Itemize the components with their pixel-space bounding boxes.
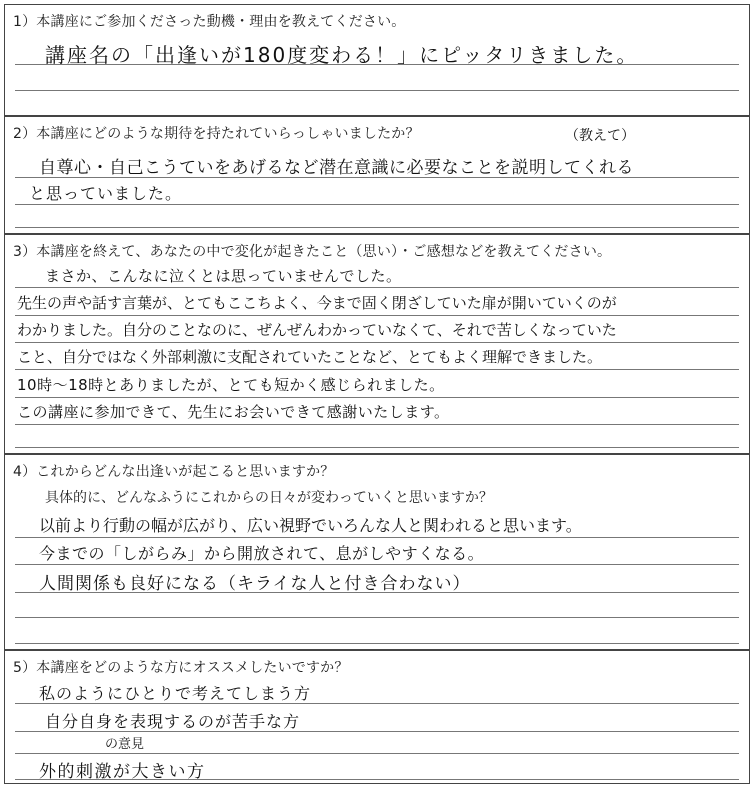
answer-rule: [15, 315, 739, 316]
answer-rule: [15, 447, 739, 448]
answer-3-line-5: 10時～18時とありましたが、とても短かく感じられました。: [17, 376, 445, 394]
answer-3-line-3: わかりました。自分のことなのに、ぜんぜんわかっていなくて、それで苦しくなっていた: [17, 321, 617, 339]
answer-2-line-1: 自尊心・自己こうていをあげるなど潜在意識に必要なことを説明してくれる: [39, 158, 634, 178]
answer-4-line-1: 以前より行動の幅が広がり、広い視野でいろんな人と関われると思います。: [39, 516, 582, 535]
answer-rule: [15, 287, 739, 288]
subquestion-4: 具体的に、どんなふうにこれからの日々が変わっていくと思いますか？: [45, 490, 493, 506]
section-2: [4, 116, 750, 234]
answer-rule: [15, 90, 739, 91]
answer-rule: [15, 204, 739, 205]
answer-2-annotation: （教えて）: [565, 128, 635, 144]
section-1: [4, 4, 750, 116]
answer-4-line-3: 人間関係も良好になる（キライな人と付き合わない）: [39, 574, 471, 594]
question-5: 5）本講座をどのような方にオススメしたいですか？: [13, 660, 349, 676]
answer-3-line-4: こと、自分ではなく外部刺激に支配されていたことなど、とてもよく理解できました。: [17, 348, 603, 366]
answer-3-line-6: この講座に参加できて、先生にお会いできて感謝いたします。: [17, 403, 450, 421]
answer-rule: [15, 592, 739, 593]
answer-4-line-2: 今までの「しがらみ」から開放されて、息がしやすくなる。: [39, 544, 485, 563]
answer-rule: [15, 369, 739, 370]
question-4: 4）これからどんな出逢いが起こると思いますか？: [13, 464, 335, 480]
answer-rule: [15, 64, 739, 65]
answer-rule: [15, 537, 739, 538]
answer-rule: [15, 397, 739, 398]
answer-rule: [15, 227, 739, 228]
answer-rule: [15, 731, 739, 732]
question-2: 2）本講座にどのような期待を持たれていらっしゃいましたか？: [13, 126, 420, 142]
answer-rule: [15, 617, 739, 618]
answer-5-line-1: 私のようにひとりで考えてしまう方: [39, 684, 312, 703]
answer-rule: [15, 424, 739, 425]
answer-rule: [15, 342, 739, 343]
answer-3-line-1: まさか、こんなに泣くとは思っていませんでした。: [45, 267, 402, 285]
answer-rule: [15, 564, 739, 565]
answer-rule: [15, 703, 739, 704]
answer-5-line-2: 自分自身を表現するのが苦手な方: [45, 712, 301, 731]
answer-rule: [15, 779, 739, 780]
answer-5-line-3: 外的刺激が大きい方: [39, 762, 206, 782]
answer-3-line-2: 先生の声や話す言葉が、とてもここちよく、今まで固く閉ざしていた扉が開いていくのが: [17, 294, 617, 312]
section-3: [4, 234, 750, 454]
questionnaire-form: [4, 4, 750, 784]
section-4: [4, 454, 750, 650]
answer-rule: [15, 753, 739, 754]
answer-2-line-2: と思っていました。: [29, 184, 183, 203]
question-3: 3）本講座を終えて、あなたの中で変化が起きたこと（思い）・ご感想などを教えてください。: [13, 244, 612, 260]
answer-rule: [15, 177, 739, 178]
answer-5-annotation: の意見: [105, 737, 145, 752]
section-5: [4, 650, 750, 784]
answer-1-line-1: 講座名の「出逢いが180度変わる！」にピッタリきました。: [45, 43, 639, 67]
answer-rule: [15, 643, 739, 644]
question-1: 1）本講座にご参加くださった動機・理由を教えてください。: [13, 14, 406, 30]
